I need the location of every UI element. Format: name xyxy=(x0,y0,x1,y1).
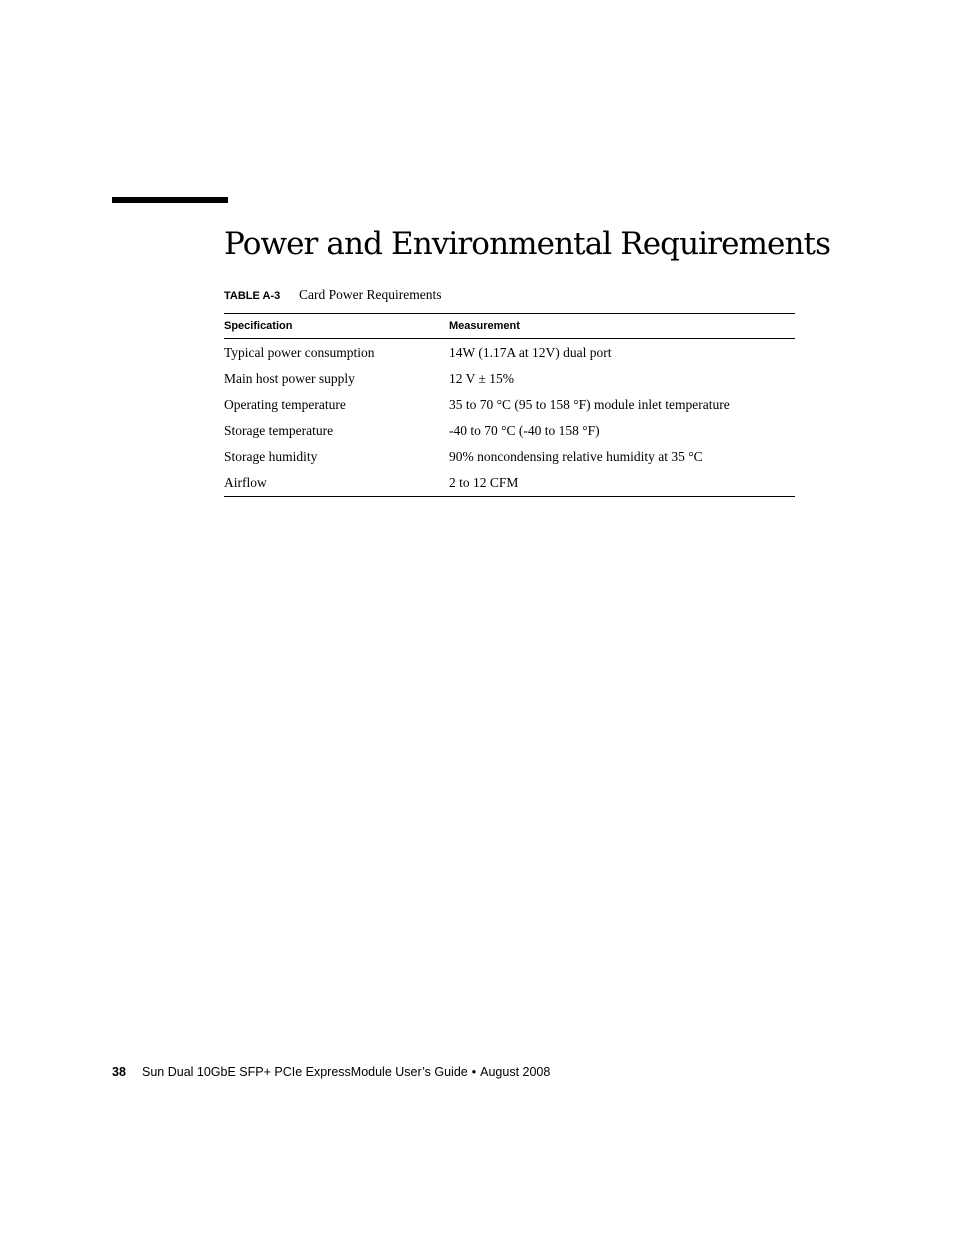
table-row xyxy=(224,392,795,418)
power-requirements-table xyxy=(224,313,795,497)
cell-measurement: 14W (1.17A at 12V) dual port xyxy=(449,345,612,360)
cell-specification: Typical power consumption xyxy=(224,345,375,360)
section-rule xyxy=(112,197,228,203)
table-row xyxy=(224,470,795,497)
cell-measurement: 35 to 70 °C (95 to 158 °F) module inlet temperature xyxy=(449,397,730,412)
table-title: Card Power Requirements xyxy=(299,287,442,302)
table-row xyxy=(224,339,795,367)
table-row xyxy=(224,444,795,470)
cell-measurement: -40 to 70 °C (-40 to 158 °F) xyxy=(449,423,600,438)
cell-specification: Airflow xyxy=(224,470,449,497)
header-specification: Specification xyxy=(224,314,449,339)
table-label: TABLE A-3 xyxy=(224,290,281,302)
cell-specification: Storage humidity xyxy=(224,449,318,464)
table-caption xyxy=(224,286,441,305)
header-measurement: Measurement xyxy=(449,314,795,339)
cell-measurement: 12 V ± 15% xyxy=(449,371,515,386)
cell-specification: Storage temperature xyxy=(224,423,334,438)
doc-title: Sun Dual 10GbE SFP+ PCIe ExpressModule User’s Guide xyxy=(142,1065,468,1079)
cell-measurement: 90% noncondensing relative humidity at 35 °C xyxy=(449,449,703,464)
cell-specification: Operating temperature xyxy=(224,397,346,412)
page-number: 38 xyxy=(112,1065,126,1079)
footer-separator: • xyxy=(471,1065,477,1079)
section-heading: Power and Environmental Requirements xyxy=(224,226,831,262)
table-row xyxy=(224,366,795,392)
table-row xyxy=(224,418,795,444)
doc-date: August 2008 xyxy=(480,1065,551,1079)
cell-measurement: 2 to 12 CFM xyxy=(449,470,795,497)
table-header-row xyxy=(224,314,795,339)
page-footer xyxy=(112,1063,550,1081)
cell-specification: Main host power supply xyxy=(224,371,355,386)
